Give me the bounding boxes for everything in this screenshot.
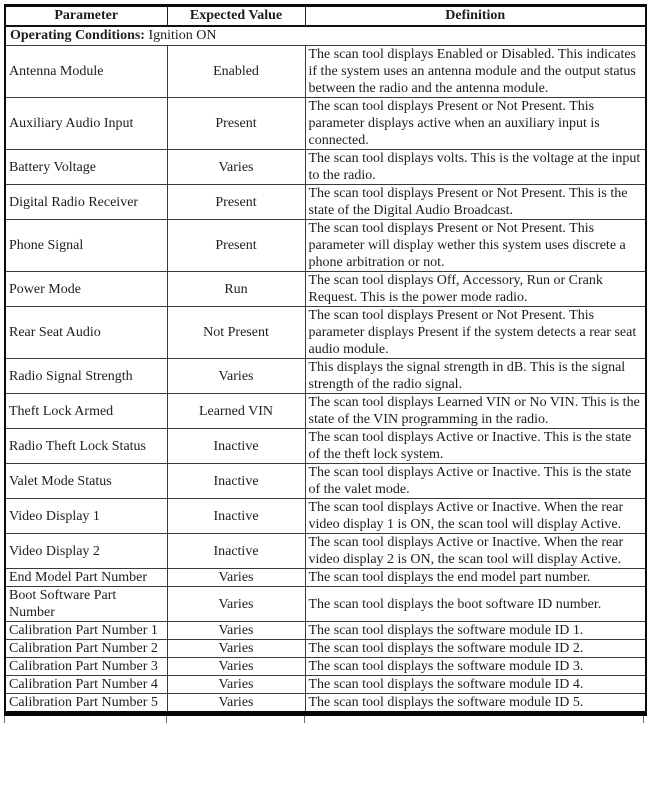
expected-value-cell: Inactive [167, 464, 305, 499]
column-header-expected-value: Expected Value [167, 6, 305, 27]
parameter-cell: Radio Theft Lock Status [5, 429, 167, 464]
parameter-cell: Radio Signal Strength [5, 359, 167, 394]
parameters-table-container [4, 4, 645, 716]
parameter-cell: Calibration Part Number 1 [5, 622, 167, 640]
scan-tool-parameters-table [4, 4, 647, 716]
table-row [5, 98, 646, 150]
parameter-cell: Calibration Part Number 3 [5, 658, 167, 676]
expected-value-cell: Run [167, 272, 305, 307]
definition-cell: The scan tool displays the software module ID 5. [305, 694, 646, 714]
table-row [5, 587, 646, 622]
expected-value-cell: Inactive [167, 429, 305, 464]
expected-value-cell: Present [167, 185, 305, 220]
operating-conditions-value: Ignition ON [144, 28, 217, 43]
expected-value-cell: Present [167, 98, 305, 150]
parameter-cell: Phone Signal [5, 220, 167, 272]
definition-cell: The scan tool displays Off, Accessory, Run or Crank Request. This is the power mode radio. [305, 272, 646, 307]
expected-value-cell: Varies [167, 658, 305, 676]
expected-value-cell: Varies [167, 694, 305, 714]
expected-value-cell: Inactive [167, 534, 305, 569]
definition-cell: The scan tool displays the software module ID 1. [305, 622, 646, 640]
table-row [5, 429, 646, 464]
definition-cell: The scan tool displays Active or Inactive. This is the state of the valet mode. [305, 464, 646, 499]
table-body [5, 26, 646, 714]
table-row [5, 569, 646, 587]
definition-cell: The scan tool displays volts. This is the voltage at the input to the radio. [305, 150, 646, 185]
expected-value-cell: Learned VIN [167, 394, 305, 429]
definition-cell: The scan tool displays the software module ID 2. [305, 640, 646, 658]
table-row [5, 676, 646, 694]
scan-artifact-rule-stub [4, 716, 5, 723]
table-row [5, 464, 646, 499]
parameter-cell: Digital Radio Receiver [5, 185, 167, 220]
definition-cell: The scan tool displays Active or Inactive. When the rear video display 1 is ON, the scan tool will display Active. [305, 499, 646, 534]
definition-cell: The scan tool displays the software module ID 4. [305, 676, 646, 694]
parameter-cell: Power Mode [5, 272, 167, 307]
definition-cell: The scan tool displays Present or Not Present. This parameter will display wether this system uses discrete a phone arbitration or not. [305, 220, 646, 272]
parameter-cell: Valet Mode Status [5, 464, 167, 499]
table-row [5, 658, 646, 676]
table-row [5, 359, 646, 394]
definition-cell: The scan tool displays the boot software ID number. [305, 587, 646, 622]
definition-cell: The scan tool displays Learned VIN or No VIN. This is the state of the VIN programming in the radio. [305, 394, 646, 429]
expected-value-cell: Varies [167, 640, 305, 658]
parameter-cell: Antenna Module [5, 46, 167, 98]
operating-conditions-row [5, 26, 646, 46]
table-row [5, 272, 646, 307]
expected-value-cell: Varies [167, 587, 305, 622]
expected-value-cell: Inactive [167, 499, 305, 534]
definition-cell: The scan tool displays Present or Not Present. This parameter displays active when an auxiliary input is connected. [305, 98, 646, 150]
table-row [5, 394, 646, 429]
expected-value-cell: Present [167, 220, 305, 272]
definition-cell: The scan tool displays the software module ID 3. [305, 658, 646, 676]
parameter-cell: Theft Lock Armed [5, 394, 167, 429]
parameter-cell: Boot Software Part Number [5, 587, 167, 622]
parameter-cell: Calibration Part Number 2 [5, 640, 167, 658]
table-row [5, 640, 646, 658]
table-row [5, 150, 646, 185]
definition-cell: The scan tool displays the end model part number. [305, 569, 646, 587]
table-row [5, 534, 646, 569]
header-row [5, 6, 646, 27]
scan-artifact-rule-stub [304, 716, 305, 723]
parameter-cell: Rear Seat Audio [5, 307, 167, 359]
operating-conditions-cell [5, 26, 646, 46]
table-row [5, 622, 646, 640]
scan-artifact-rule-stub [643, 716, 644, 723]
definition-cell: The scan tool displays Active or Inactive. This is the state of the theft lock system. [305, 429, 646, 464]
expected-value-cell: Varies [167, 359, 305, 394]
expected-value-cell: Not Present [167, 307, 305, 359]
table-row [5, 307, 646, 359]
expected-value-cell: Varies [167, 676, 305, 694]
definition-cell: This displays the signal strength in dB. This is the signal strength of the radio signal. [305, 359, 646, 394]
table-row [5, 46, 646, 98]
parameter-cell: Video Display 1 [5, 499, 167, 534]
expected-value-cell: Varies [167, 622, 305, 640]
definition-cell: The scan tool displays Present or Not Present. This parameter displays Present if the system detects a rear seat audio module. [305, 307, 646, 359]
table-row [5, 499, 646, 534]
parameter-cell: Calibration Part Number 5 [5, 694, 167, 714]
definition-cell: The scan tool displays Active or Inactive. When the rear video display 2 is ON, the scan tool will display Active. [305, 534, 646, 569]
parameter-cell: Video Display 2 [5, 534, 167, 569]
parameter-cell: Calibration Part Number 4 [5, 676, 167, 694]
column-header-definition: Definition [305, 6, 646, 27]
parameter-cell: Auxiliary Audio Input [5, 98, 167, 150]
scan-artifact-rule-stub [166, 716, 167, 723]
table-row [5, 185, 646, 220]
parameter-cell: Battery Voltage [5, 150, 167, 185]
definition-cell: The scan tool displays Enabled or Disabled. This indicates if the system uses an antenna module and the output status between the radio and the antenna module. [305, 46, 646, 98]
expected-value-cell: Varies [167, 569, 305, 587]
expected-value-cell: Enabled [167, 46, 305, 98]
column-header-parameter: Parameter [5, 6, 167, 27]
table-row [5, 694, 646, 714]
definition-cell: The scan tool displays Present or Not Present. This is the state of the Digital Audio Broadcast. [305, 185, 646, 220]
operating-conditions-label: Operating Conditions: [10, 28, 145, 43]
parameter-cell: End Model Part Number [5, 569, 167, 587]
table-row [5, 220, 646, 272]
expected-value-cell: Varies [167, 150, 305, 185]
